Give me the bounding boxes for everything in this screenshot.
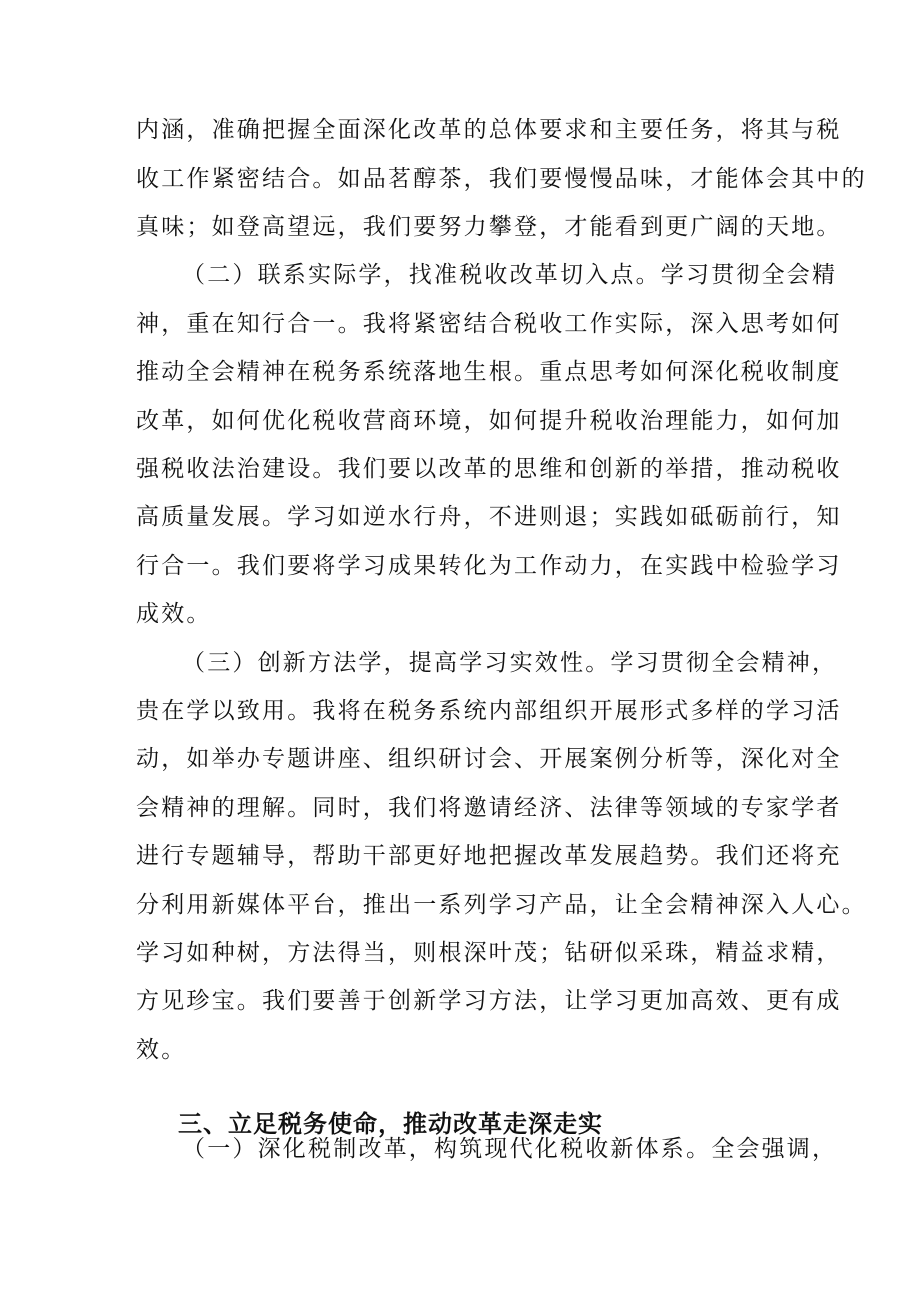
paragraph-1-line-2: 收工作紧密结合。如品茗醇茶，我们要慢慢品味，才能体会其中的	[136, 166, 867, 192]
paragraph-3-line-2: 贵在学以致用。我将在税务系统内部组织开展形式多样的学习活	[136, 698, 842, 724]
paragraph-3-line-9: 效。	[136, 1037, 187, 1063]
paragraph-2-line-4: 改革，如何优化税收营商环境，如何提升税收治理能力，如何加	[136, 408, 842, 434]
paragraph-3-line-8: 方见珍宝。我们要善于创新学习方法，让学习更加高效、更有成	[136, 988, 842, 1014]
paragraph-3-line-4: 会精神的理解。同时，我们将邀请经济、法律等领域的专家学者	[136, 795, 842, 821]
paragraph-3-line-1: （三）创新方法学，提高学习实效性。学习贯彻全会精神，	[182, 650, 838, 676]
paragraph-1-line-1: 内涵，准确把握全面深化改革的总体要求和主要任务，将其与税	[136, 117, 842, 143]
section-heading: 三、立足税务使命，推动改革走深走实	[178, 1110, 603, 1138]
paragraph-2-line-1: （二）联系实际学，找准税收改革切入点。学习贯彻全会精	[182, 262, 838, 288]
paragraph-1-line-3: 真味；如登高望远，我们要努力攀登，才能看到更广阔的天地。	[136, 214, 842, 240]
paragraph-4-line-1: （一）深化税制改革，构筑现代化税收新体系。全会强调，	[182, 1136, 838, 1162]
paragraph-3-line-5: 进行专题辅导，帮助干部更好地把握改革发展趋势。我们还将充	[136, 843, 842, 869]
paragraph-2-line-3: 推动全会精神在税务系统落地生根。重点思考如何深化税收制度	[136, 359, 842, 385]
paragraph-2-line-7: 行合一。我们要将学习成果转化为工作动力，在实践中检验学习	[136, 553, 842, 579]
paragraph-2-line-6: 高质量发展。学习如逆水行舟，不进则退；实践如砥砺前行，知	[136, 504, 842, 530]
paragraph-2-line-8: 成效。	[136, 601, 212, 627]
paragraph-3-line-7: 学习如种树，方法得当，则根深叶茂；钻研似采珠，精益求精，	[136, 940, 842, 966]
paragraph-2-line-5: 强税收法治建设。我们要以改革的思维和创新的举措，推动税收	[136, 456, 842, 482]
paragraph-3-line-6: 分利用新媒体平台，推出一系列学习产品，让全会精神深入人心。	[136, 892, 867, 918]
paragraph-2-line-2: 神，重在知行合一。我将紧密结合税收工作实际，深入思考如何	[136, 311, 842, 337]
paragraph-3-line-3: 动，如举办专题讲座、组织研讨会、开展案例分析等，深化对全	[136, 746, 842, 772]
